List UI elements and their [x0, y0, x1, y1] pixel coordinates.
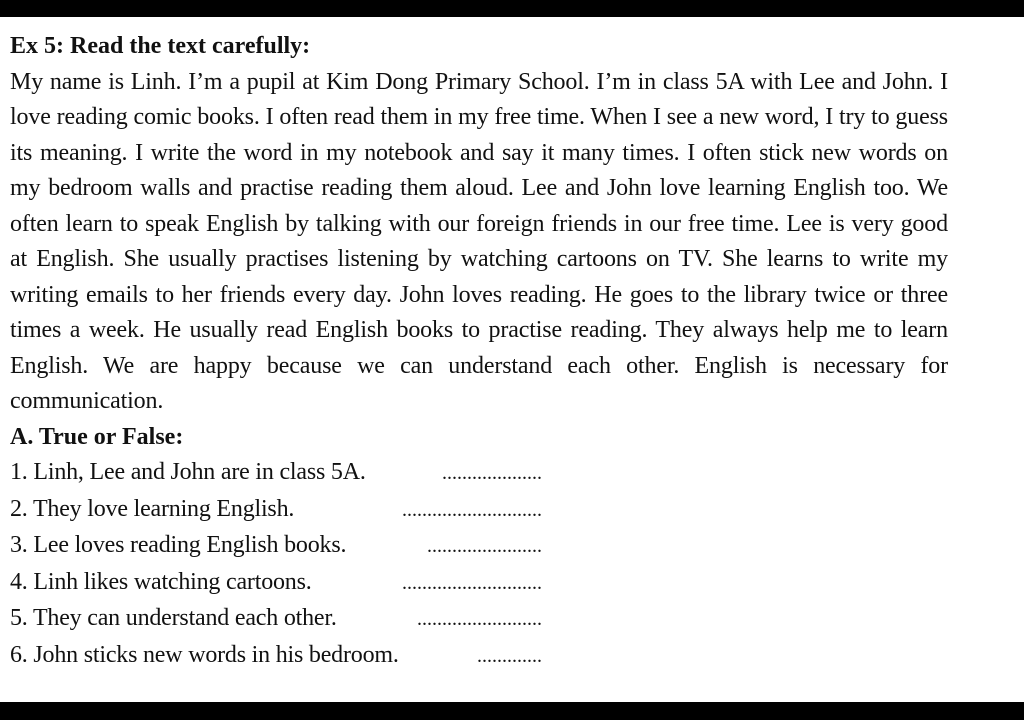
answer-blank[interactable]: ............................ [402, 571, 542, 594]
answer-blank[interactable]: ....................... [427, 535, 542, 557]
section-a-title: A. True or False: [10, 423, 184, 450]
question-item [10, 565, 542, 602]
question-text: 4. Linh likes watching cartoons. [10, 568, 312, 595]
question-text: 2. They love learning English. [10, 495, 295, 522]
reading-passage: My name is Linh. I’m a pupil at Kim Dong Primary School. I’m in class 5A with Lee and John. I love reading comic books. I often read them in my free time. When I see a new word, I try to guess its meaning. I write the word in my notebook and say it many times. I often stick new words on my bedroom walls and practise reading them aloud. Lee and John love learning English too. We often learn to speak English by talking with our foreign friends in our free time. Lee is very good at English. She usually practises listening by watching cartoons on TV. She learns to write my writing emails to her friends every day. John loves reading. He goes to the library twice or three times a week. He usually read English books to practise reading. They always help me to learn English. We are happy because we can understand each other. English is necessary for communication. [10, 68, 948, 414]
exercise-title: Ex 5: Read the text carefully: [10, 33, 311, 59]
answer-blank[interactable]: ......................... [417, 608, 542, 630]
question-item [10, 492, 542, 529]
question-text: 6. John sticks new words in his bedroom. [10, 641, 399, 668]
answer-blank[interactable]: ............................ [402, 498, 542, 521]
question-item [10, 455, 542, 492]
question-item [10, 601, 542, 638]
question-text: 1. Linh, Lee and John are in class 5A. [10, 459, 366, 485]
question-item [10, 528, 542, 565]
answer-blank[interactable]: ............. [477, 644, 542, 667]
answer-blank[interactable]: .................... [442, 462, 542, 484]
question-text: 5. They can understand each other. [10, 605, 337, 631]
question-item [10, 638, 542, 675]
top-black-border [0, 0, 1024, 17]
worksheet [10, 29, 948, 674]
true-false-questions [10, 455, 948, 674]
bottom-black-border [0, 702, 1024, 720]
question-text: 3. Lee loves reading English books. [10, 532, 347, 558]
